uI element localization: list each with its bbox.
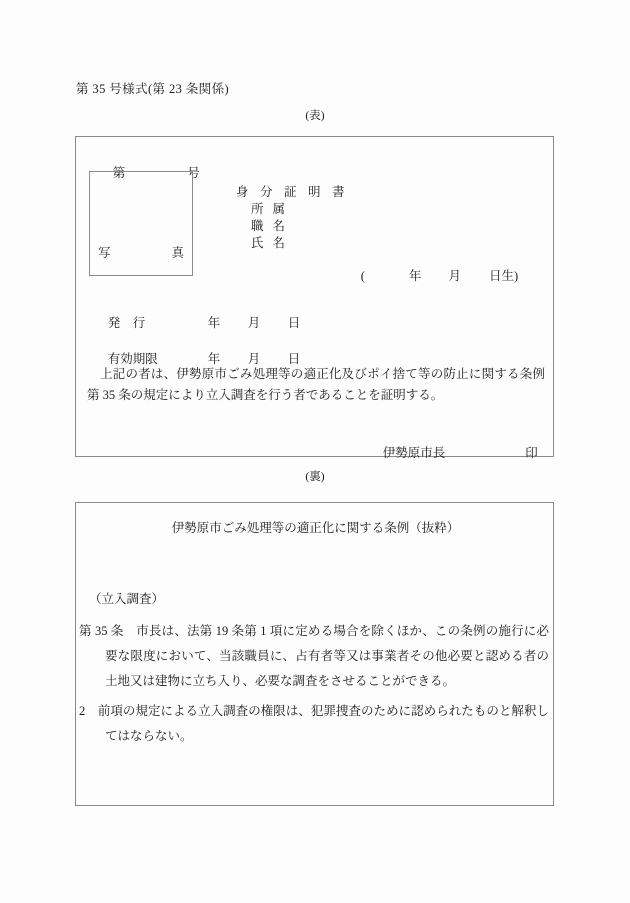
seal-mark-label: 印 [525, 446, 538, 460]
ordinance-clause-1-text: 第 35 条 市長は、法第 19 条第 1 項に定める場合を除くほか、この条例の施行に必要な限度において、当該職員に、占有者等又は事業者その他必要と認める者の土地又は建物に立ち入り、必要な調査をさせることができる。 [79, 624, 549, 688]
ordinance-clause-2 [79, 699, 549, 749]
ordinance-clause-1 [79, 619, 549, 694]
expiry-date-label: 有効期限 [107, 352, 158, 366]
id-card-back [75, 502, 554, 806]
photo-label-left: 写 [98, 246, 111, 260]
photo-placeholder-box [89, 171, 193, 276]
ordinance-clause-2-text: 2 前項の規定による立入調査の権限は、犯罪捜査のために認められたものと解釈してはならない。 [79, 704, 549, 743]
ordinance-section-heading: （立入調査） [89, 592, 165, 606]
id-card-title: 身分証明書 [236, 185, 357, 199]
field-name-label: 氏名 [251, 236, 295, 250]
serial-prefix-label: 第 [112, 166, 126, 180]
serial-suffix-label: 号 [187, 166, 200, 180]
expiry-month-label: 月 [247, 352, 261, 366]
birth-day-label: 日生) [488, 269, 519, 283]
issue-date-label: 発 行 [107, 316, 146, 330]
certification-paragraph: 上記の者は、伊勢原市ごみ処理等の適正化及びポイ捨て等の防止に関する条例第 35 条の規定により立入調査を行う者であることを証明する。 [87, 367, 545, 402]
photo-label-row [90, 243, 192, 261]
back-side-label: (裏) [305, 471, 325, 483]
expiry-day-label: 日 [287, 352, 301, 366]
birth-open-paren: ( [360, 269, 365, 283]
id-card-front [75, 136, 554, 460]
field-affiliation-label: 所属 [251, 202, 295, 216]
birth-date-row [342, 251, 518, 299]
ordinance-title: 伊勢原市ごみ処理等の適正化に関する条例（抜粋） [171, 521, 460, 535]
photo-label-right: 真 [171, 246, 184, 260]
front-side-label: (表) [305, 110, 325, 122]
issue-month-label: 月 [247, 316, 261, 330]
issue-year-label: 年 [207, 316, 221, 330]
birth-month-label: 月 [448, 269, 461, 283]
issue-day-label: 日 [287, 316, 301, 330]
field-position-label: 職名 [251, 219, 295, 233]
birth-year-label: 年 [408, 269, 422, 283]
issuer-name-label: 伊勢原市長 [382, 446, 446, 460]
expiry-year-label: 年 [207, 352, 221, 366]
form-number-heading: 第 35 号様式(第 23 条関係) [76, 82, 230, 96]
